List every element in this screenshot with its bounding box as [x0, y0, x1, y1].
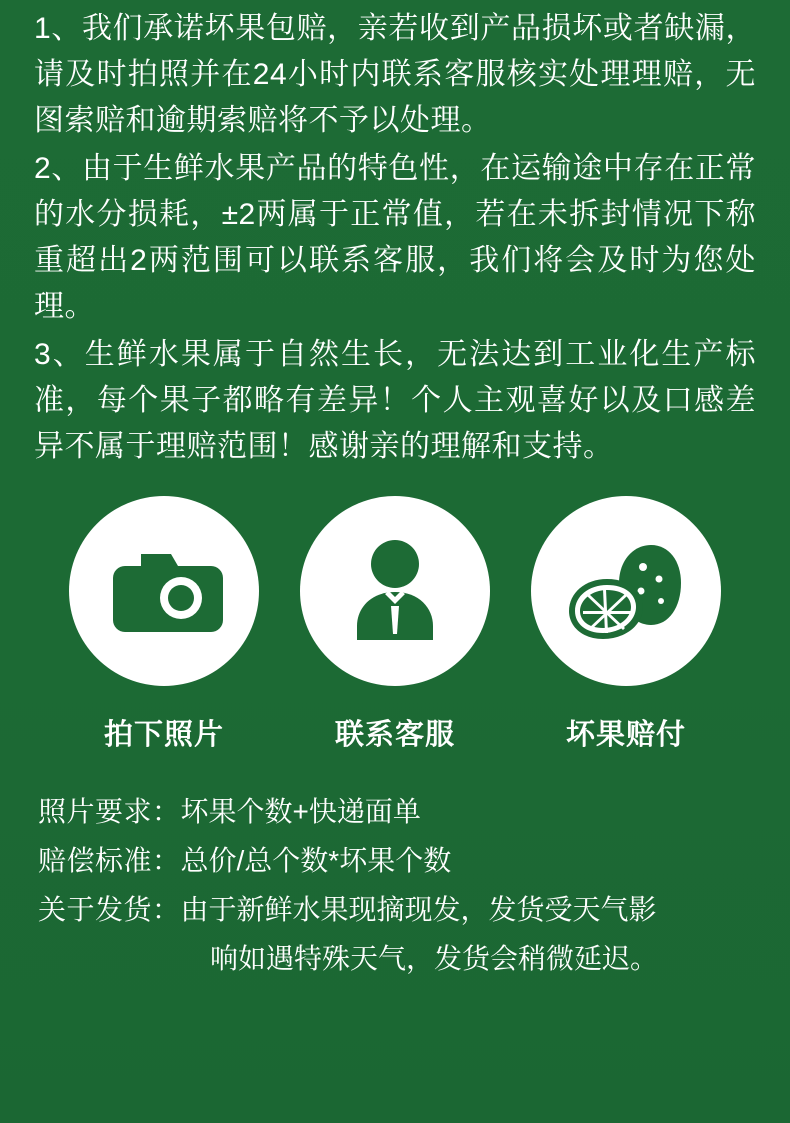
term-item-1: 1、我们承诺坏果包赔，亲若收到产品损坏或者缺漏，请及时拍照并在24小时内联系客服核实处理理赔，无图索赔和逾期索赔将不予以处理。: [34, 12, 756, 137]
process-step-compensation: [526, 496, 726, 753]
notes-section: [34, 753, 756, 981]
note-compensation-standard-label: 赔偿标准：: [38, 845, 181, 876]
note-shipping-continuation: 响如遇特殊天气，发货会稍微延迟。: [210, 943, 659, 974]
term-item-3: 3、生鲜水果属于自然生长，无法达到工业化生产标准，每个果子都略有差异！个人主观喜好以及口感差异不属于理赔范围！感谢亲的理解和支持。: [34, 338, 756, 463]
customer-service-person-icon-circle: [300, 496, 490, 686]
note-shipping-value: 由于新鲜水果现摘现发，发货受天气影: [180, 894, 657, 925]
terms-section: [34, 0, 756, 470]
customer-service-person-icon: [340, 536, 450, 646]
fruit-icon: [563, 539, 689, 643]
camera-icon-circle: [69, 496, 259, 686]
process-step-contact-label: 联系客服: [334, 719, 455, 751]
note-shipping: [38, 887, 746, 932]
note-photo-requirement: [38, 789, 746, 834]
process-step-contact: [295, 496, 495, 753]
note-compensation-standard: [38, 838, 746, 883]
note-shipping-label: 关于发货：: [38, 894, 181, 925]
note-photo-requirement-label: 照片要求：: [38, 796, 181, 827]
process-step-photo: [64, 496, 264, 753]
process-step-photo-label: 拍下照片: [103, 719, 224, 751]
term-item-2: 2、由于生鲜水果产品的特色性，在运输途中存在正常的水分损耗，±2两属于正常值，若在未拆封情况下称重超出2两范围可以联系客服，我们将会及时为您处理。: [34, 152, 756, 323]
note-photo-requirement-value: 坏果个数+快递面单: [180, 796, 421, 827]
note-compensation-standard-value: 总价/总个数*坏果个数: [180, 845, 452, 876]
camera-icon: [105, 548, 223, 634]
process-icons-row: [34, 472, 756, 753]
process-step-compensation-label: 坏果赔付: [565, 719, 686, 751]
fruit-icon-circle: [531, 496, 721, 686]
